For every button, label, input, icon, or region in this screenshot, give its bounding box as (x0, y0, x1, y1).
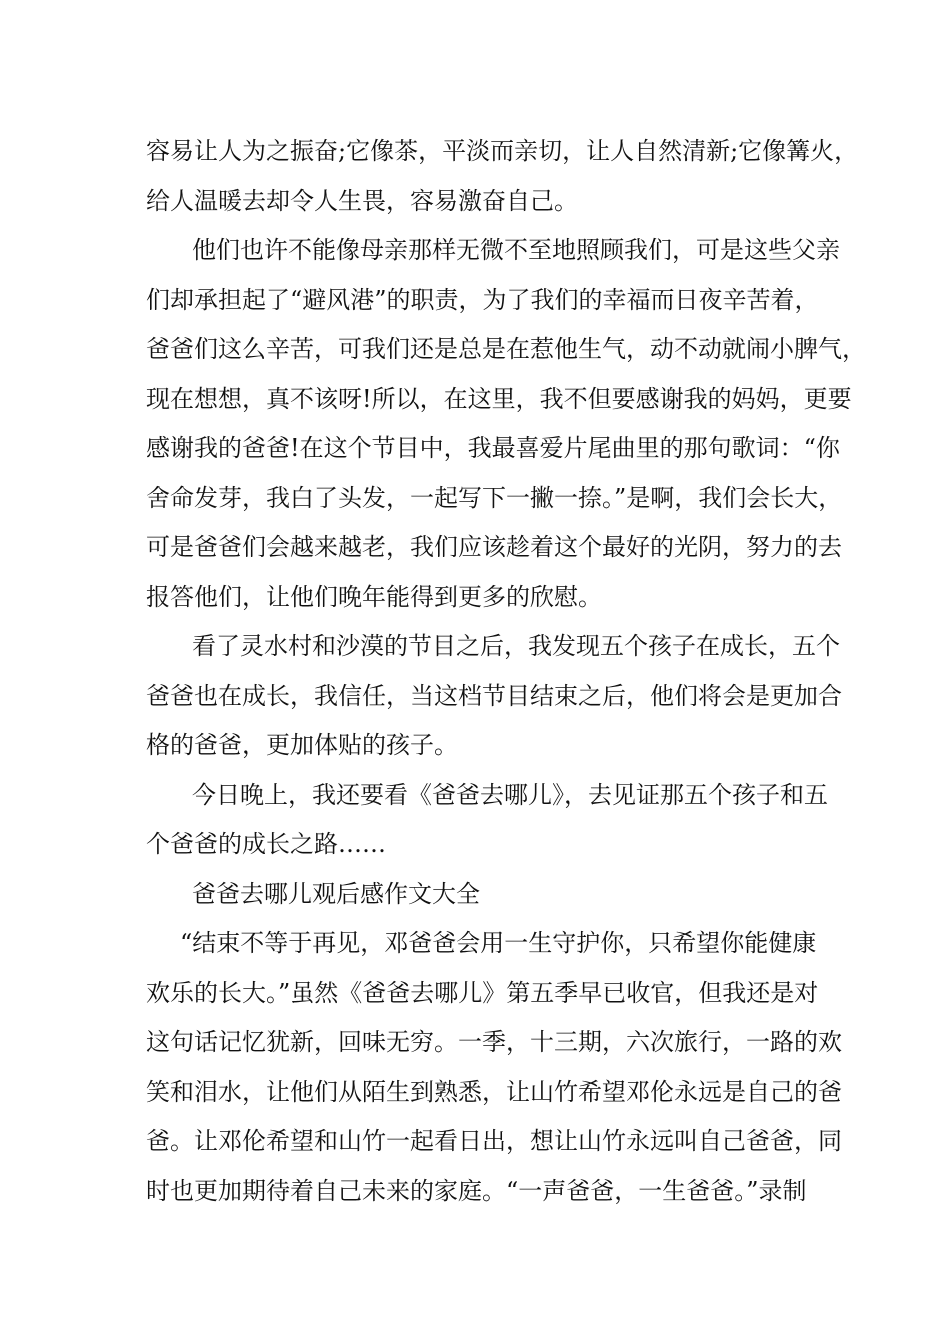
text-line: 爸爸也在成长，我信任，当这档节目结束之后，他们将会是更加合 (146, 681, 842, 710)
text-line: 可是爸爸们会越来越老，我们应该趁着这个最好的光阴，努力的去 (146, 533, 842, 561)
paragraph-start-line: “结束不等于再见，邓爸爸会用一生守护你，只希望你能健康 (180, 929, 817, 957)
text-line: 给人温暖去却令人生畏，容易激奋自己。 (146, 186, 578, 215)
text-line: 个爸爸的成长之路…… (146, 830, 386, 858)
paragraph-start-line: 今日晚上，我还要看《爸爸去哪儿》，去见证那五个孩子和五 (192, 780, 828, 809)
text-line: 这句话记忆犹新，回味无穷。一季，十三期，六次旅行，一路的欢 (146, 1028, 842, 1056)
text-line: 欢乐的长大。”虽然《爸爸去哪儿》第五季早已收官，但我还是对 (146, 978, 819, 1007)
text-line: 感谢我的爸爸!在这个节目中，我最喜爱片尾曲里的那句歌词：“你 (146, 434, 840, 462)
text-line: 舍命发芽，我白了头发，一起写下一撇一捺。”是啊，我们会长大， (146, 483, 843, 512)
body-text (146, 127, 866, 1216)
text-line: 笑和泪水，让他们从陌生到熟悉，让山竹希望邓伦永远是自己的爸 (146, 1077, 842, 1106)
text-line: 爸爸们这么辛苦，可我们还是总是在惹他生气，动不动就闹小脾气， (146, 335, 866, 363)
paragraph-start-line: 看了灵水村和沙漠的节目之后，我发现五个孩子在成长，五个 (192, 632, 840, 660)
text-line: 爸。让邓伦希望和山竹一起看日出，想让山竹永远叫自己爸爸，同 (146, 1127, 842, 1155)
text-line: 容易让人为之振奋;它像茶，平淡而亲切，让人自然清新;它像篝火， (146, 137, 859, 165)
text-line: 们却承担起了“避风港”的职责，为了我们的幸福而日夜辛苦着， (146, 285, 819, 314)
text-line: 报答他们，让他们晚年能得到更多的欣慰。 (146, 582, 602, 611)
text-line: 格的爸爸，更加体贴的孩子。 (146, 731, 458, 759)
section-heading: 爸爸去哪儿观后感作文大全 (192, 879, 480, 908)
paragraph-start-line: 他们也许不能像母亲那样无微不至地照顾我们，可是这些父亲 (192, 236, 840, 264)
text-line: 时也更加期待着自己未来的家庭。“一声爸爸，一生爸爸。”录制 (146, 1176, 807, 1205)
text-line: 现在想想，真不该呀!所以，在这里，我不但要感谢我的妈妈，更要 (146, 384, 852, 413)
